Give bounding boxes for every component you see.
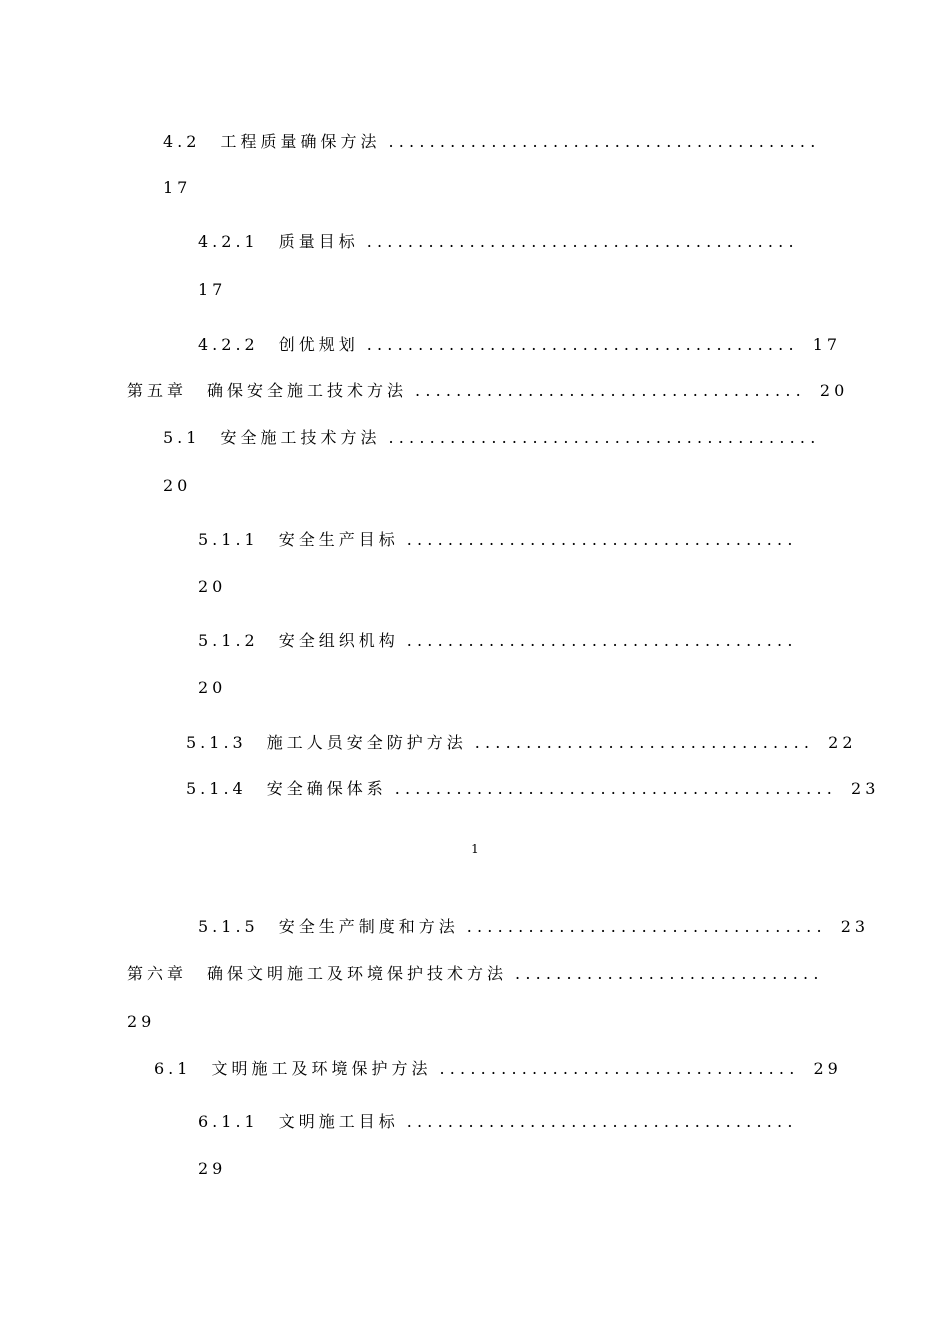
- toc-entry-5-1-5[interactable]: [198, 917, 869, 937]
- toc-chapter-6[interactable]: [127, 964, 824, 984]
- toc-leader-dots: ......................................: [406, 530, 798, 549]
- toc-chapter-5[interactable]: [127, 381, 848, 401]
- toc-entry-page: 23: [840, 917, 870, 936]
- toc-leader-dots: ...................................: [439, 1059, 800, 1078]
- toc-entry-5-1[interactable]: [163, 428, 820, 448]
- toc-entry-6-1-1[interactable]: [198, 1112, 798, 1132]
- toc-entry-page: 17: [163, 178, 192, 197]
- toc-entry-5-1-1[interactable]: [198, 530, 798, 550]
- toc-leader-dots: ...........................................: [394, 779, 838, 798]
- toc-entry-page: 20: [198, 577, 227, 596]
- toc-entry-title: 创优规划: [278, 335, 359, 354]
- toc-entry-title: 质量目标: [278, 232, 359, 251]
- toc-entry-page: 17: [812, 335, 842, 354]
- toc-entry-page-line: [198, 280, 226, 300]
- toc-entry-title: 确保安全施工技术方法: [207, 381, 408, 400]
- toc-entry-number: 5.1.1: [198, 530, 259, 549]
- toc-entry-4-2-2[interactable]: [198, 335, 841, 355]
- toc-entry-6-1[interactable]: [154, 1059, 842, 1079]
- toc-entry-title: 安全施工技术方法: [220, 428, 381, 447]
- toc-entry-page-line: [198, 1159, 226, 1179]
- toc-entry-page: 17: [198, 280, 227, 299]
- toc-entry-4-2[interactable]: [163, 132, 820, 152]
- toc-entry-title: 安全生产目标: [278, 530, 399, 549]
- toc-leader-dots: ...................................: [466, 917, 827, 936]
- toc-leader-dots: ......................................: [406, 1112, 798, 1131]
- toc-entry-title: 安全确保体系: [266, 779, 387, 798]
- toc-entry-number: 第五章: [127, 381, 188, 400]
- toc-entry-page: 20: [163, 476, 192, 495]
- toc-leader-dots: ..........................................: [366, 232, 799, 251]
- toc-entry-title: 文明施工及环境保护方法: [211, 1059, 432, 1078]
- toc-entry-page: 29: [198, 1159, 227, 1178]
- toc-entry-number: 5.1.3: [186, 733, 247, 752]
- toc-entry-page-line: [127, 1012, 155, 1032]
- toc-entry-number: 5.1: [163, 428, 201, 447]
- toc-entry-number: 5.1.4: [186, 779, 247, 798]
- toc-entry-number: 4.2.2: [198, 335, 259, 354]
- toc-entry-page: 22: [828, 733, 857, 752]
- toc-entry-4-2-1[interactable]: [198, 232, 799, 252]
- toc-entry-title: 文明施工目标: [278, 1112, 399, 1131]
- toc-leader-dots: ......................................: [406, 631, 798, 650]
- page-number: 1: [471, 842, 479, 856]
- toc-entry-title: 安全生产制度和方法: [278, 917, 459, 936]
- toc-leader-dots: ..........................................: [388, 428, 821, 447]
- toc-entry-title: 确保文明施工及环境保护技术方法: [207, 964, 508, 983]
- toc-entry-title: 安全组织机构: [278, 631, 399, 650]
- toc-entry-5-1-2[interactable]: [198, 631, 798, 651]
- toc-leader-dots: ..............................: [515, 964, 824, 983]
- toc-entry-page-line: [198, 577, 226, 597]
- toc-leader-dots: .................................: [474, 733, 815, 752]
- toc-entry-number: 5.1.2: [198, 631, 259, 650]
- toc-entry-number: 5.1.5: [198, 917, 259, 936]
- toc-entry-page-line: [163, 178, 191, 198]
- toc-entry-page: 20: [819, 381, 849, 400]
- toc-leader-dots: ..........................................: [366, 335, 799, 354]
- toc-entry-page-line: [198, 678, 226, 698]
- toc-leader-dots: ......................................: [415, 381, 806, 400]
- toc-entry-title: 施工人员安全防护方法: [266, 733, 467, 752]
- toc-entry-5-1-4[interactable]: [186, 779, 879, 799]
- toc-entry-number: 6.1.1: [198, 1112, 259, 1131]
- toc-entry-number: 4.2.1: [198, 232, 259, 251]
- toc-entry-number: 第六章: [127, 964, 188, 983]
- toc-entry-number: 4.2: [163, 132, 201, 151]
- toc-entry-5-1-3[interactable]: [186, 733, 857, 753]
- toc-entry-title: 工程质量确保方法: [220, 132, 381, 151]
- toc-leader-dots: ..........................................: [388, 132, 821, 151]
- toc-entry-page-line: [163, 476, 191, 496]
- toc-entry-number: 6.1: [154, 1059, 192, 1078]
- toc-entry-page: 29: [127, 1012, 156, 1031]
- toc-entry-page: 23: [851, 779, 880, 798]
- toc-entry-page: 29: [813, 1059, 842, 1078]
- toc-entry-page: 20: [198, 678, 227, 697]
